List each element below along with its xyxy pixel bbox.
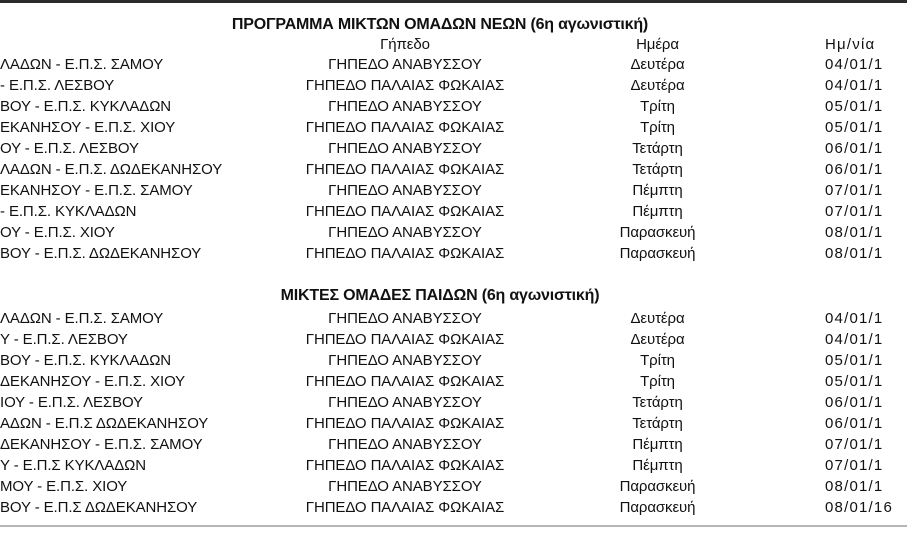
- date-cell: 04/01/1: [825, 310, 884, 327]
- venue-cell: ΓΗΠΕΔΟ ΑΝΑΒΥΣΣΟΥ: [328, 98, 482, 115]
- day-cell: Τρίτη: [640, 119, 675, 136]
- date-cell: 05/01/1: [825, 119, 884, 136]
- table-row: [0, 308, 907, 329]
- date-cell: 06/01/1: [825, 394, 884, 411]
- table-row: [0, 497, 907, 518]
- table-row: [0, 371, 907, 392]
- table-row: [0, 434, 907, 455]
- table-row: [0, 350, 907, 371]
- date-cell: 06/01/1: [825, 415, 884, 432]
- venue-cell: ΓΗΠΕΔΟ ΑΝΑΒΥΣΣΟΥ: [328, 310, 482, 327]
- table-row: [0, 159, 907, 180]
- match-cell: ΜΟΥ - Ε.Π.Σ. ΧΙΟΥ: [0, 478, 128, 495]
- match-cell: ΕΚΑΝΗΣΟΥ - Ε.Π.Σ. ΧΙΟΥ: [0, 119, 176, 136]
- date-cell: 06/01/1: [825, 140, 884, 157]
- day-cell: Τετάρτη: [632, 140, 683, 157]
- match-cell: ΒΟΥ - Ε.Π.Σ. ΚΥΚΛΑΔΩΝ: [0, 98, 172, 115]
- venue-cell: ΓΗΠΕΔΟ ΠΑΛΑΙΑΣ ΦΩΚΑΙΑΣ: [305, 373, 505, 390]
- day-cell: Τρίτη: [640, 373, 675, 390]
- date-cell: 05/01/1: [825, 352, 884, 369]
- column-header-venue: Γήπεδο: [380, 36, 430, 53]
- venue-cell: ΓΗΠΕΔΟ ΠΑΛΑΙΑΣ ΦΩΚΑΙΑΣ: [305, 331, 505, 348]
- day-cell: Παρασκευή: [619, 478, 696, 495]
- table-row: [0, 329, 907, 350]
- day-cell: Παρασκευή: [619, 245, 696, 262]
- day-cell: Δευτέρα: [630, 331, 685, 348]
- table-row: [0, 96, 907, 117]
- match-cell: ΟΥ - Ε.Π.Σ. ΛΕΣΒΟΥ: [0, 140, 139, 157]
- date-cell: 07/01/1: [825, 457, 884, 474]
- venue-cell: ΓΗΠΕΔΟ ΑΝΑΒΥΣΣΟΥ: [328, 182, 482, 199]
- date-cell: 07/01/1: [825, 436, 884, 453]
- venue-cell: ΓΗΠΕΔΟ ΠΑΛΑΙΑΣ ΦΩΚΑΙΑΣ: [305, 415, 505, 432]
- venue-cell: ΓΗΠΕΔΟ ΠΑΛΑΙΑΣ ΦΩΚΑΙΑΣ: [305, 77, 505, 94]
- match-cell: ΒΟΥ - Ε.Π.Σ. ΚΥΚΛΑΔΩΝ: [0, 352, 172, 369]
- table-row: [0, 455, 907, 476]
- column-header-match-spacer: [0, 35, 280, 54]
- date-cell: 07/01/1: [825, 203, 884, 220]
- venue-cell: ΓΗΠΕΔΟ ΑΝΑΒΥΣΣΟΥ: [328, 140, 482, 157]
- venue-cell: ΓΗΠΕΔΟ ΑΝΑΒΥΣΣΟΥ: [328, 436, 482, 453]
- venue-cell: ΓΗΠΕΔΟ ΑΝΑΒΥΣΣΟΥ: [328, 478, 482, 495]
- table-row: [0, 117, 907, 138]
- table1-title: ΠΡΟΓΡΑΜΜΑ ΜΙΚΤΩΝ ΟΜΑΔΩΝ ΝΕΩΝ (6η αγωνιστική): [231, 16, 649, 33]
- day-cell: Πέμπτη: [632, 182, 683, 199]
- match-cell: - Ε.Π.Σ. ΚΥΚΛΑΔΩΝ: [0, 203, 137, 220]
- column-header-day: Ημέρα: [636, 36, 679, 53]
- column-header-date: Ημ/νία: [825, 36, 876, 53]
- date-cell: 08/01/1: [825, 478, 884, 495]
- bottom-divider: [0, 525, 907, 527]
- day-cell: Παρασκευή: [619, 499, 696, 516]
- match-cell: ΑΔΩΝ - Ε.Π.Σ ΔΩΔΕΚΑΝΗΣΟΥ: [0, 415, 209, 432]
- date-cell: 05/01/1: [825, 98, 884, 115]
- day-cell: Δευτέρα: [630, 56, 685, 73]
- match-cell: ΛΑΔΩΝ - Ε.Π.Σ. ΔΩΔΕΚΑΝΗΣΟΥ: [0, 161, 223, 178]
- match-cell: ΔΕΚΑΝΗΣΟΥ - Ε.Π.Σ. ΣΑΜΟΥ: [0, 436, 203, 453]
- date-cell: 08/01/1: [825, 245, 884, 262]
- table-spacer: [0, 264, 907, 286]
- date-cell: 07/01/1: [825, 182, 884, 199]
- venue-cell: ΓΗΠΕΔΟ ΠΑΛΑΙΑΣ ΦΩΚΑΙΑΣ: [305, 245, 505, 262]
- match-cell: - Ε.Π.Σ. ΛΕΣΒΟΥ: [0, 77, 115, 94]
- table1-header-row: [0, 35, 907, 54]
- table-row: [0, 222, 907, 243]
- table-row: [0, 75, 907, 96]
- table-row: [0, 413, 907, 434]
- match-cell: ΒΟΥ - Ε.Π.Σ ΔΩΔΕΚΑΝΗΣΟΥ: [0, 499, 198, 516]
- date-cell: 04/01/1: [825, 77, 884, 94]
- day-cell: Δευτέρα: [630, 310, 685, 327]
- table-row: [0, 138, 907, 159]
- date-cell: 08/01/1: [825, 224, 884, 241]
- match-cell: ΒΟΥ - Ε.Π.Σ. ΔΩΔΕΚΑΝΗΣΟΥ: [0, 245, 202, 262]
- match-cell: ΔΕΚΑΝΗΣΟΥ - Ε.Π.Σ. ΧΙΟΥ: [0, 373, 186, 390]
- match-cell: ΛΑΔΩΝ - Ε.Π.Σ. ΣΑΜΟΥ: [0, 56, 164, 73]
- day-cell: Τετάρτη: [632, 394, 683, 411]
- document-content: [0, 3, 907, 518]
- date-cell: 06/01/1: [825, 161, 884, 178]
- match-cell: Υ - Ε.Π.Σ ΚΥΚΛΑΔΩΝ: [0, 457, 146, 474]
- match-cell: ΛΑΔΩΝ - Ε.Π.Σ. ΣΑΜΟΥ: [0, 310, 164, 327]
- table2-title: ΜΙΚΤΕΣ ΟΜΑΔΕΣ ΠΑΙΔΩΝ (6η αγωνιστική): [280, 287, 600, 304]
- table-row: [0, 201, 907, 222]
- match-cell: ΟΥ - Ε.Π.Σ. ΧΙΟΥ: [0, 224, 115, 241]
- date-cell: 04/01/1: [825, 331, 884, 348]
- date-cell: 08/01/16: [825, 499, 893, 516]
- day-cell: Τρίτη: [640, 98, 675, 115]
- day-cell: Τρίτη: [640, 352, 675, 369]
- venue-cell: ΓΗΠΕΔΟ ΑΝΑΒΥΣΣΟΥ: [328, 394, 482, 411]
- venue-cell: ΓΗΠΕΔΟ ΠΑΛΑΙΑΣ ΦΩΚΑΙΑΣ: [305, 499, 505, 516]
- venue-cell: ΓΗΠΕΔΟ ΠΑΛΑΙΑΣ ΦΩΚΑΙΑΣ: [305, 457, 505, 474]
- table-row: [0, 243, 907, 264]
- venue-cell: ΓΗΠΕΔΟ ΑΝΑΒΥΣΣΟΥ: [328, 224, 482, 241]
- venue-cell: ΓΗΠΕΔΟ ΠΑΛΑΙΑΣ ΦΩΚΑΙΑΣ: [305, 119, 505, 136]
- day-cell: Τετάρτη: [632, 415, 683, 432]
- table-row: [0, 54, 907, 75]
- table-row: [0, 180, 907, 201]
- venue-cell: ΓΗΠΕΔΟ ΑΝΑΒΥΣΣΟΥ: [328, 352, 482, 369]
- table-row: [0, 392, 907, 413]
- day-cell: Πέμπτη: [632, 436, 683, 453]
- day-cell: Παρασκευή: [619, 224, 696, 241]
- day-cell: Πέμπτη: [632, 203, 683, 220]
- match-cell: ΕΚΑΝΗΣΟΥ - Ε.Π.Σ. ΣΑΜΟΥ: [0, 182, 193, 199]
- match-cell: Υ - Ε.Π.Σ. ΛΕΣΒΟΥ: [0, 331, 128, 348]
- day-cell: Τετάρτη: [632, 161, 683, 178]
- match-cell: ΙΟΥ - Ε.Π.Σ. ΛΕΣΒΟΥ: [0, 394, 143, 411]
- day-cell: Δευτέρα: [630, 77, 685, 94]
- venue-cell: ΓΗΠΕΔΟ ΑΝΑΒΥΣΣΟΥ: [328, 56, 482, 73]
- date-cell: 05/01/1: [825, 373, 884, 390]
- venue-cell: ΓΗΠΕΔΟ ΠΑΛΑΙΑΣ ΦΩΚΑΙΑΣ: [305, 203, 505, 220]
- day-cell: Πέμπτη: [632, 457, 683, 474]
- venue-cell: ΓΗΠΕΔΟ ΠΑΛΑΙΑΣ ΦΩΚΑΙΑΣ: [305, 161, 505, 178]
- date-cell: 04/01/1: [825, 56, 884, 73]
- table-row: [0, 476, 907, 497]
